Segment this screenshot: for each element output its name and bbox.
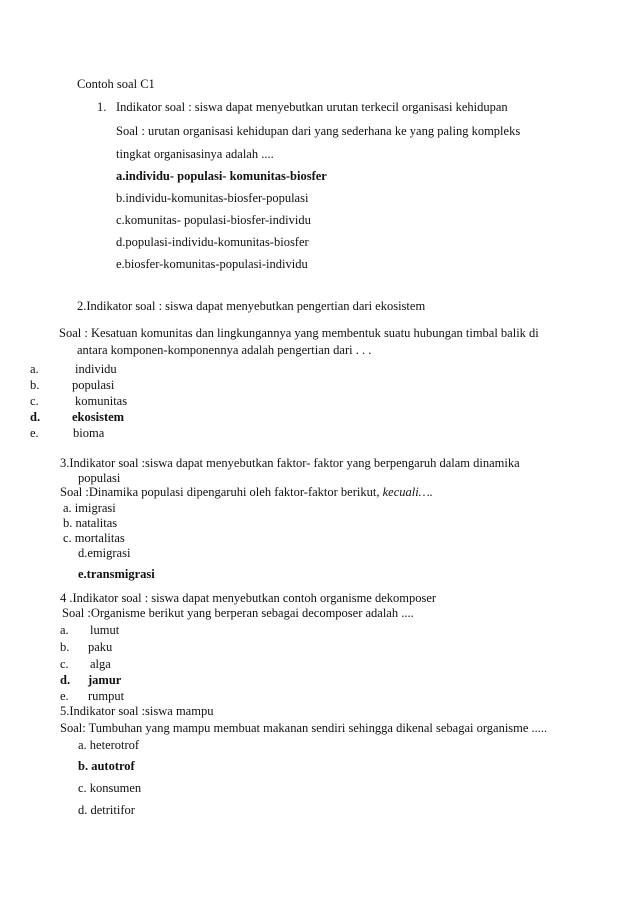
q4-option-b-letter: b. <box>60 640 70 654</box>
q3-option-c: c. mortalitas <box>63 531 125 545</box>
q1-option-c: c.komunitas- populasi-biosfer-individu <box>116 213 311 227</box>
q4-option-e-letter: e. <box>60 689 69 703</box>
q2-option-d-text: ekosistem <box>72 410 125 424</box>
q2-option-c-letter: c. <box>30 394 39 408</box>
q2-question-line1: Soal : Kesatuan komunitas dan lingkungannya yang membentuk suatu hubungan timbal balik di <box>59 326 539 340</box>
q4-indicator: 4 .Indikator soal : siswa dapat menyebutkan contoh organisme dekomposer <box>60 591 437 605</box>
q3-question-text: Soal :Dinamika populasi dipengaruhi oleh faktor-faktor berikut, <box>60 485 380 499</box>
q4-option-d-letter: d. <box>60 673 71 687</box>
q5-question: Soal: Tumbuhan yang mampu membuat makanan sendiri sehingga dikenal sebagai organisme ..... <box>60 721 548 735</box>
q2-option-b-text: populasi <box>72 378 115 392</box>
q2-option-a-letter: a. <box>30 362 39 376</box>
q4-option-e-text: rumput <box>88 689 125 703</box>
q5-indicator: 5.Indikator soal :siswa mampu <box>60 704 214 718</box>
q2-question-line2: antara komponen-komponennya adalah pengertian dari . . . <box>77 343 372 357</box>
q3-question <box>60 485 433 499</box>
q2-option-e-letter: e. <box>30 426 39 440</box>
q4-option-c-letter: c. <box>60 657 69 671</box>
q4-option-d-text: jamur <box>88 673 122 687</box>
q1-option-b: b.individu-komunitas-biosfer-populasi <box>116 191 309 205</box>
q2-option-b-letter: b. <box>30 378 40 392</box>
q3-option-e: e.transmigrasi <box>78 567 155 581</box>
q3-question-italic: kecuali…. <box>382 485 433 499</box>
q2-option-e-text: bioma <box>73 426 105 440</box>
q4-option-a-text: lumut <box>90 623 120 637</box>
q4-option-a-letter: a. <box>60 623 69 637</box>
q2-indicator: 2.Indikator soal : siswa dapat menyebutkan pengertian dari ekosistem <box>77 299 426 313</box>
q4-option-b-text: paku <box>88 640 113 654</box>
q1-option-d: d.populasi-individu-komunitas-biosfer <box>116 235 309 249</box>
q3-option-d: d.emigrasi <box>78 546 131 560</box>
q5-option-a: a. heterotrof <box>78 738 140 752</box>
q3-option-a: a. imigrasi <box>63 501 116 515</box>
q2-option-a-text: individu <box>75 362 117 376</box>
q5-option-d: d. detritifor <box>78 803 135 817</box>
q1-question-line2: tingkat organisasinya adalah .... <box>116 147 274 161</box>
q3-indicator-line2: populasi <box>78 471 121 485</box>
q2-option-d-letter: d. <box>30 410 41 424</box>
q1-option-a: a.individu- populasi- komunitas-biosfer <box>116 169 327 183</box>
q3-option-b: b. natalitas <box>63 516 118 530</box>
q1-option-e: e.biosfer-komunitas-populasi-individu <box>116 257 308 271</box>
q3-indicator-line1: 3.Indikator soal :siswa dapat menyebutkan faktor- faktor yang berpengaruh dalam dinamika <box>60 456 520 470</box>
section-title: Contoh soal C1 <box>77 77 155 91</box>
q5-option-b: b. autotrof <box>78 759 135 773</box>
q1-indicator: Indikator soal : siswa dapat menyebutkan urutan terkecil organisasi kehidupan <box>116 100 508 114</box>
q4-option-c-text: alga <box>90 657 111 671</box>
q2-option-c-text: komunitas <box>75 394 128 408</box>
q4-question: Soal :Organisme berikut yang berperan sebagai decomposer adalah .... <box>62 606 414 620</box>
q1-question-line1: Soal : urutan organisasi kehidupan dari yang sederhana ke yang paling kompleks <box>116 124 521 138</box>
q5-option-c: c. konsumen <box>78 781 142 795</box>
q1-number: 1. <box>97 100 107 114</box>
